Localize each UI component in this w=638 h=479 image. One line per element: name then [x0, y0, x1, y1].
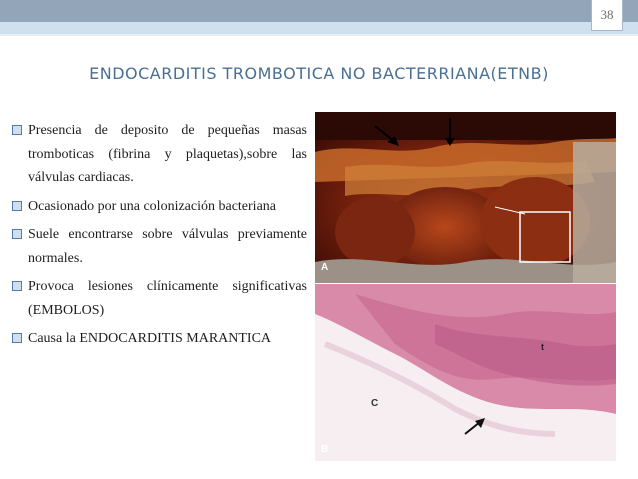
- bullet-item: [12, 195, 307, 219]
- bullet-text: Provoca lesiones clínicamente significativas (EMBOLOS): [28, 279, 307, 318]
- panel-label-b: B: [321, 444, 329, 455]
- bullet-item: [12, 223, 307, 270]
- slide-title: ENDOCARDITIS TROMBOTICA NO BACTERRIANA(ETNB): [89, 64, 549, 83]
- tissue-section-image: [315, 284, 616, 461]
- header-band-divider: [0, 34, 638, 36]
- checkbox-bullet-icon: [12, 333, 22, 343]
- bullet-text: Suele encontrarse sobre válvulas previamente normales.: [28, 227, 307, 266]
- marker-c: C: [371, 398, 379, 409]
- checkbox-bullet-icon: [12, 281, 22, 291]
- checkbox-bullet-icon: [12, 229, 22, 239]
- bullet-item: [12, 119, 307, 190]
- header-band-light: [0, 22, 638, 34]
- bullet-text: Presencia de deposito de pequeñas masas tromboticas (fibrina y plaquetas),sobre las válvulas cardiacas.: [28, 123, 307, 185]
- marker-t: t: [541, 342, 544, 352]
- heart-valve-image: [315, 112, 616, 283]
- gross-pathology-photo: [315, 112, 616, 283]
- page-number: 38: [591, 0, 623, 31]
- bullet-item: [12, 327, 307, 351]
- checkbox-bullet-icon: [12, 125, 22, 135]
- bullet-text: Causa la ENDOCARDITIS MARANTICA: [28, 331, 272, 346]
- bullet-text: Ocasionado por una colonización bacteriana: [28, 198, 277, 214]
- histology-micrograph: [315, 284, 616, 461]
- bullet-list: [12, 119, 307, 356]
- header-band-dark: [0, 0, 638, 22]
- bullet-item: [12, 275, 307, 322]
- checkbox-bullet-icon: [12, 201, 22, 211]
- panel-label-a: A: [321, 262, 329, 273]
